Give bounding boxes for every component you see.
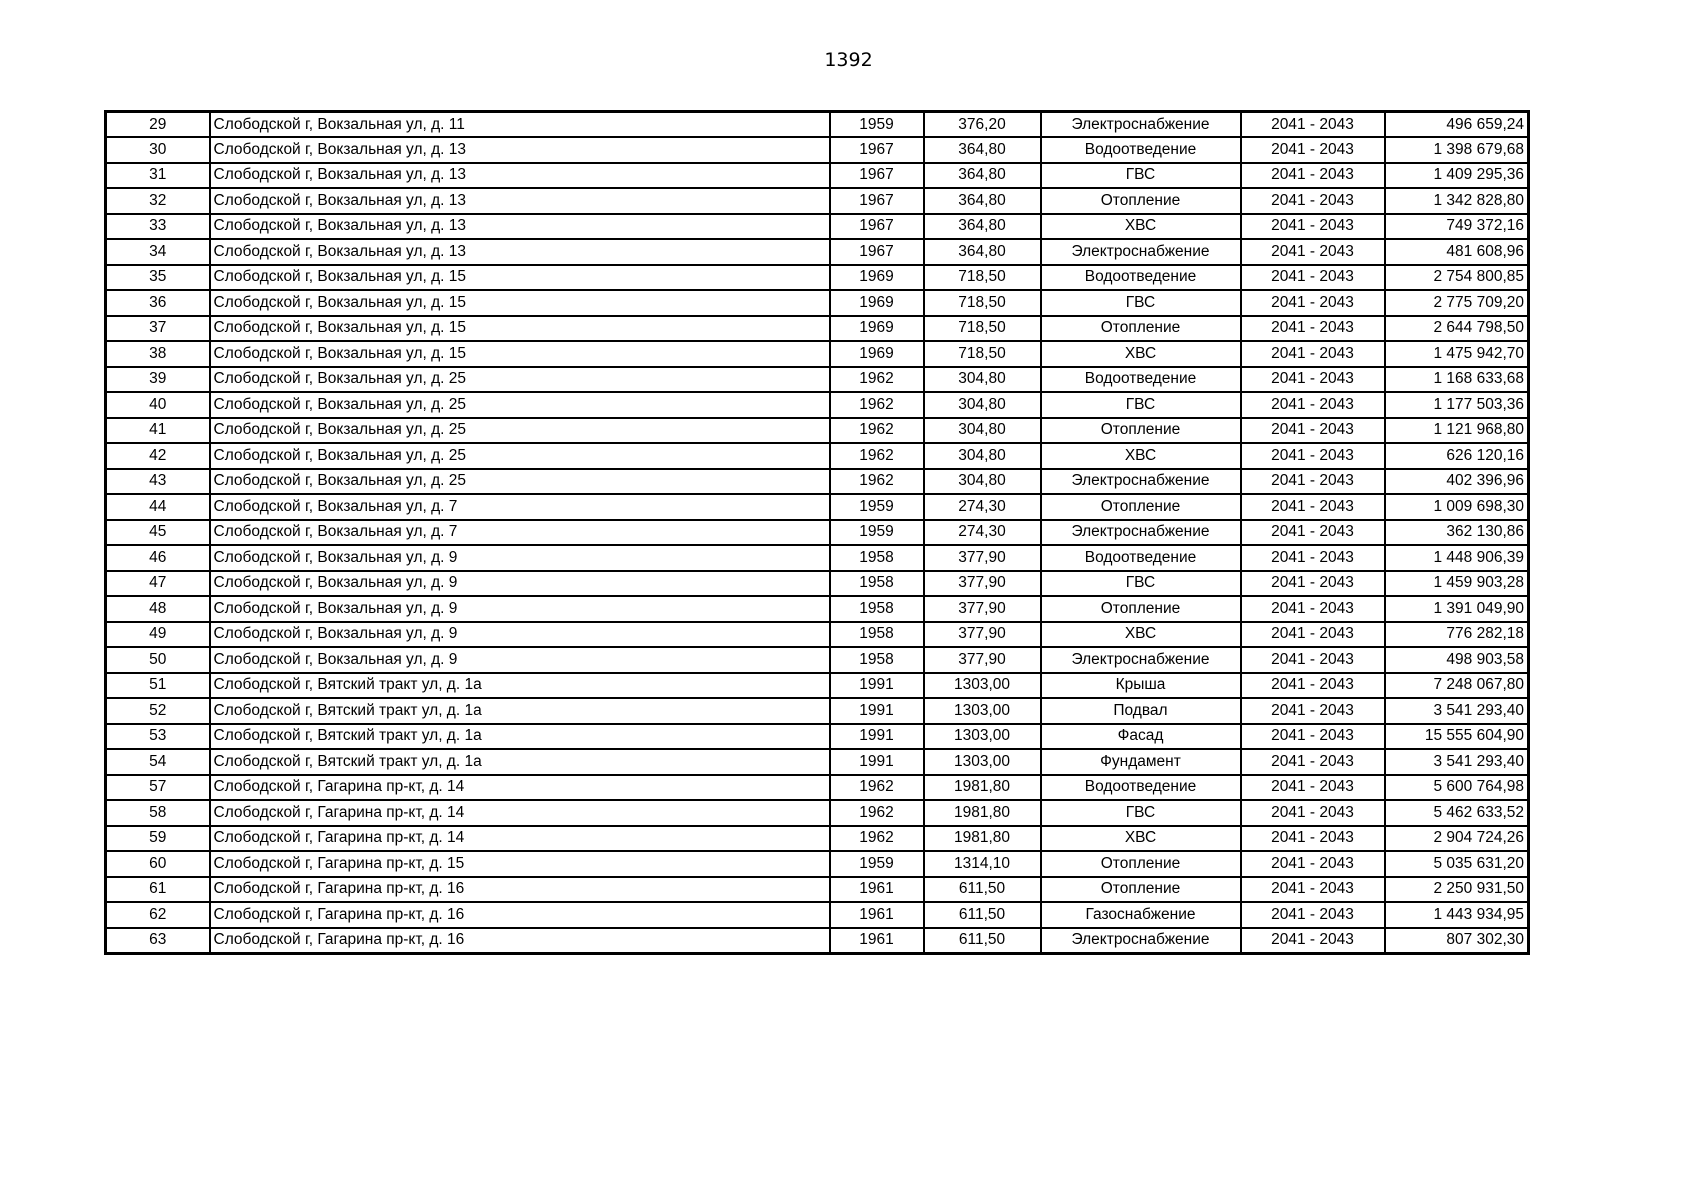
table-row (106, 214, 1529, 240)
build-year-cell: 1962 (830, 800, 924, 826)
cost-cell: 1 475 942,70 (1385, 341, 1529, 367)
work-type-cell: Электроснабжение (1041, 647, 1241, 673)
build-year-cell: 1967 (830, 188, 924, 214)
period-cell: 2041 - 2043 (1241, 520, 1385, 546)
work-type-cell: ГВС (1041, 392, 1241, 418)
area-cell: 274,30 (924, 494, 1041, 520)
row-number-cell: 57 (106, 775, 210, 801)
cost-cell: 807 302,30 (1385, 928, 1529, 954)
period-cell: 2041 - 2043 (1241, 137, 1385, 163)
table-row (106, 775, 1529, 801)
area-cell: 1981,80 (924, 800, 1041, 826)
table-row (106, 392, 1529, 418)
table-row (106, 826, 1529, 852)
work-type-cell: Водоотведение (1041, 775, 1241, 801)
build-year-cell: 1991 (830, 698, 924, 724)
area-cell: 377,90 (924, 596, 1041, 622)
period-cell: 2041 - 2043 (1241, 826, 1385, 852)
build-year-cell: 1962 (830, 469, 924, 495)
area-cell: 611,50 (924, 928, 1041, 954)
work-type-cell: Водоотведение (1041, 545, 1241, 571)
table-row (106, 316, 1529, 342)
row-number-cell: 51 (106, 673, 210, 699)
period-cell: 2041 - 2043 (1241, 596, 1385, 622)
area-cell: 376,20 (924, 112, 1041, 138)
cost-cell: 1 121 968,80 (1385, 418, 1529, 444)
cost-cell: 402 396,96 (1385, 469, 1529, 495)
period-cell: 2041 - 2043 (1241, 316, 1385, 342)
row-number-cell: 40 (106, 392, 210, 418)
build-year-cell: 1959 (830, 494, 924, 520)
period-cell: 2041 - 2043 (1241, 239, 1385, 265)
cost-cell: 1 342 828,80 (1385, 188, 1529, 214)
address-cell: Слободской г, Вокзальная ул, д. 13 (210, 188, 830, 214)
period-cell: 2041 - 2043 (1241, 214, 1385, 240)
work-type-cell: Подвал (1041, 698, 1241, 724)
work-type-cell: Водоотведение (1041, 367, 1241, 393)
table-body (106, 112, 1529, 954)
row-number-cell: 45 (106, 520, 210, 546)
work-type-cell: ХВС (1041, 341, 1241, 367)
build-year-cell: 1969 (830, 290, 924, 316)
address-cell: Слободской г, Вокзальная ул, д. 25 (210, 443, 830, 469)
row-number-cell: 33 (106, 214, 210, 240)
row-number-cell: 47 (106, 571, 210, 597)
build-year-cell: 1962 (830, 443, 924, 469)
address-cell: Слободской г, Гагарина пр-кт, д. 14 (210, 800, 830, 826)
build-year-cell: 1967 (830, 239, 924, 265)
row-number-cell: 34 (106, 239, 210, 265)
table-row (106, 596, 1529, 622)
period-cell: 2041 - 2043 (1241, 290, 1385, 316)
cost-cell: 496 659,24 (1385, 112, 1529, 138)
area-cell: 304,80 (924, 469, 1041, 495)
address-cell: Слободской г, Вокзальная ул, д. 13 (210, 214, 830, 240)
row-number-cell: 48 (106, 596, 210, 622)
period-cell: 2041 - 2043 (1241, 494, 1385, 520)
build-year-cell: 1967 (830, 214, 924, 240)
area-cell: 377,90 (924, 622, 1041, 648)
period-cell: 2041 - 2043 (1241, 775, 1385, 801)
row-number-cell: 61 (106, 877, 210, 903)
area-cell: 1981,80 (924, 826, 1041, 852)
build-year-cell: 1958 (830, 545, 924, 571)
row-number-cell: 32 (106, 188, 210, 214)
period-cell: 2041 - 2043 (1241, 418, 1385, 444)
build-year-cell: 1991 (830, 749, 924, 775)
cost-cell: 481 608,96 (1385, 239, 1529, 265)
cost-cell: 1 443 934,95 (1385, 902, 1529, 928)
address-cell: Слободской г, Гагарина пр-кт, д. 15 (210, 851, 830, 877)
address-cell: Слободской г, Вокзальная ул, д. 15 (210, 341, 830, 367)
table-row (106, 724, 1529, 750)
address-cell: Слободской г, Гагарина пр-кт, д. 14 (210, 826, 830, 852)
address-cell: Слободской г, Гагарина пр-кт, д. 16 (210, 877, 830, 903)
row-number-cell: 49 (106, 622, 210, 648)
period-cell: 2041 - 2043 (1241, 724, 1385, 750)
row-number-cell: 39 (106, 367, 210, 393)
table-row (106, 265, 1529, 291)
area-cell: 364,80 (924, 163, 1041, 189)
period-cell: 2041 - 2043 (1241, 622, 1385, 648)
row-number-cell: 59 (106, 826, 210, 852)
build-year-cell: 1958 (830, 622, 924, 648)
table-row (106, 341, 1529, 367)
cost-cell: 626 120,16 (1385, 443, 1529, 469)
period-cell: 2041 - 2043 (1241, 902, 1385, 928)
area-cell: 718,50 (924, 316, 1041, 342)
table-row (106, 749, 1529, 775)
work-type-cell: Отопление (1041, 418, 1241, 444)
period-cell: 2041 - 2043 (1241, 392, 1385, 418)
build-year-cell: 1959 (830, 520, 924, 546)
cost-cell: 5 035 631,20 (1385, 851, 1529, 877)
address-cell: Слободской г, Вокзальная ул, д. 25 (210, 392, 830, 418)
row-number-cell: 52 (106, 698, 210, 724)
address-cell: Слободской г, Вятский тракт ул, д. 1а (210, 673, 830, 699)
build-year-cell: 1967 (830, 163, 924, 189)
work-type-cell: Электроснабжение (1041, 239, 1241, 265)
period-cell: 2041 - 2043 (1241, 749, 1385, 775)
period-cell: 2041 - 2043 (1241, 647, 1385, 673)
build-year-cell: 1962 (830, 775, 924, 801)
table-row (106, 239, 1529, 265)
address-cell: Слободской г, Вятский тракт ул, д. 1а (210, 749, 830, 775)
cost-cell: 776 282,18 (1385, 622, 1529, 648)
area-cell: 364,80 (924, 188, 1041, 214)
page-number: 1392 (824, 49, 873, 71)
build-year-cell: 1969 (830, 316, 924, 342)
row-number-cell: 31 (106, 163, 210, 189)
period-cell: 2041 - 2043 (1241, 877, 1385, 903)
build-year-cell: 1959 (830, 112, 924, 138)
work-type-cell: Водоотведение (1041, 265, 1241, 291)
address-cell: Слободской г, Гагарина пр-кт, д. 14 (210, 775, 830, 801)
row-number-cell: 60 (106, 851, 210, 877)
cost-cell: 2 904 724,26 (1385, 826, 1529, 852)
area-cell: 304,80 (924, 367, 1041, 393)
row-number-cell: 36 (106, 290, 210, 316)
work-type-cell: ГВС (1041, 800, 1241, 826)
work-type-cell: Водоотведение (1041, 137, 1241, 163)
period-cell: 2041 - 2043 (1241, 163, 1385, 189)
cost-cell: 2 644 798,50 (1385, 316, 1529, 342)
work-type-cell: Газоснабжение (1041, 902, 1241, 928)
address-cell: Слободской г, Вокзальная ул, д. 7 (210, 520, 830, 546)
area-cell: 364,80 (924, 137, 1041, 163)
table-row (106, 469, 1529, 495)
build-year-cell: 1961 (830, 902, 924, 928)
build-year-cell: 1961 (830, 928, 924, 954)
cost-cell: 1 391 049,90 (1385, 596, 1529, 622)
table-row (106, 851, 1529, 877)
address-cell: Слободской г, Вокзальная ул, д. 25 (210, 418, 830, 444)
area-cell: 1303,00 (924, 724, 1041, 750)
row-number-cell: 50 (106, 647, 210, 673)
work-type-cell: ХВС (1041, 214, 1241, 240)
period-cell: 2041 - 2043 (1241, 545, 1385, 571)
cost-cell: 1 409 295,36 (1385, 163, 1529, 189)
period-cell: 2041 - 2043 (1241, 928, 1385, 954)
area-cell: 304,80 (924, 443, 1041, 469)
area-cell: 611,50 (924, 902, 1041, 928)
area-cell: 1981,80 (924, 775, 1041, 801)
row-number-cell: 53 (106, 724, 210, 750)
work-type-cell: Электроснабжение (1041, 112, 1241, 138)
area-cell: 377,90 (924, 571, 1041, 597)
work-type-cell: Электроснабжение (1041, 520, 1241, 546)
work-type-cell: ХВС (1041, 622, 1241, 648)
cost-cell: 2 754 800,85 (1385, 265, 1529, 291)
build-year-cell: 1969 (830, 265, 924, 291)
row-number-cell: 43 (106, 469, 210, 495)
build-year-cell: 1991 (830, 673, 924, 699)
address-cell: Слободской г, Вокзальная ул, д. 9 (210, 545, 830, 571)
work-type-cell: Отопление (1041, 596, 1241, 622)
cost-cell: 498 903,58 (1385, 647, 1529, 673)
table-row (106, 494, 1529, 520)
address-cell: Слободской г, Вокзальная ул, д. 9 (210, 596, 830, 622)
table-row (106, 647, 1529, 673)
cost-cell: 5 600 764,98 (1385, 775, 1529, 801)
area-cell: 274,30 (924, 520, 1041, 546)
build-year-cell: 1991 (830, 724, 924, 750)
address-cell: Слободской г, Вятский тракт ул, д. 1а (210, 698, 830, 724)
table-row (106, 877, 1529, 903)
row-number-cell: 29 (106, 112, 210, 138)
cost-cell: 2 250 931,50 (1385, 877, 1529, 903)
build-year-cell: 1958 (830, 647, 924, 673)
row-number-cell: 58 (106, 800, 210, 826)
area-cell: 1303,00 (924, 673, 1041, 699)
work-type-cell: ХВС (1041, 443, 1241, 469)
row-number-cell: 44 (106, 494, 210, 520)
cost-cell: 2 775 709,20 (1385, 290, 1529, 316)
period-cell: 2041 - 2043 (1241, 188, 1385, 214)
area-cell: 304,80 (924, 418, 1041, 444)
address-cell: Слободской г, Вокзальная ул, д. 25 (210, 469, 830, 495)
cost-cell: 749 372,16 (1385, 214, 1529, 240)
row-number-cell: 37 (106, 316, 210, 342)
area-cell: 1303,00 (924, 698, 1041, 724)
table-row (106, 571, 1529, 597)
address-cell: Слободской г, Вокзальная ул, д. 9 (210, 571, 830, 597)
build-year-cell: 1959 (830, 851, 924, 877)
table-row (106, 367, 1529, 393)
table-row (106, 137, 1529, 163)
address-cell: Слободской г, Гагарина пр-кт, д. 16 (210, 902, 830, 928)
work-type-cell: ГВС (1041, 290, 1241, 316)
table-row (106, 163, 1529, 189)
table-row (106, 622, 1529, 648)
area-cell: 1314,10 (924, 851, 1041, 877)
table-row (106, 800, 1529, 826)
address-cell: Слободской г, Вокзальная ул, д. 25 (210, 367, 830, 393)
cost-cell: 1 009 698,30 (1385, 494, 1529, 520)
work-type-cell: ХВС (1041, 826, 1241, 852)
period-cell: 2041 - 2043 (1241, 341, 1385, 367)
address-cell: Слободской г, Вокзальная ул, д. 13 (210, 163, 830, 189)
build-year-cell: 1958 (830, 596, 924, 622)
cost-cell: 3 541 293,40 (1385, 698, 1529, 724)
address-cell: Слободской г, Вокзальная ул, д. 13 (210, 137, 830, 163)
address-cell: Слободской г, Вокзальная ул, д. 11 (210, 112, 830, 138)
address-cell: Слободской г, Вокзальная ул, д. 15 (210, 290, 830, 316)
table-row (106, 673, 1529, 699)
period-cell: 2041 - 2043 (1241, 112, 1385, 138)
build-year-cell: 1958 (830, 571, 924, 597)
area-cell: 611,50 (924, 877, 1041, 903)
table-row (106, 545, 1529, 571)
build-year-cell: 1962 (830, 392, 924, 418)
row-number-cell: 42 (106, 443, 210, 469)
work-type-cell: Отопление (1041, 494, 1241, 520)
work-type-cell: Фасад (1041, 724, 1241, 750)
build-year-cell: 1961 (830, 877, 924, 903)
table-row (106, 520, 1529, 546)
table-row (106, 443, 1529, 469)
cost-cell: 7 248 067,80 (1385, 673, 1529, 699)
address-cell: Слободской г, Вокзальная ул, д. 15 (210, 265, 830, 291)
row-number-cell: 46 (106, 545, 210, 571)
period-cell: 2041 - 2043 (1241, 469, 1385, 495)
table-row (106, 188, 1529, 214)
address-cell: Слободской г, Вятский тракт ул, д. 1а (210, 724, 830, 750)
table-row (106, 698, 1529, 724)
work-type-cell: Отопление (1041, 316, 1241, 342)
address-cell: Слободской г, Вокзальная ул, д. 9 (210, 647, 830, 673)
row-number-cell: 38 (106, 341, 210, 367)
cost-cell: 3 541 293,40 (1385, 749, 1529, 775)
table-row (106, 902, 1529, 928)
build-year-cell: 1962 (830, 826, 924, 852)
work-type-cell: Электроснабжение (1041, 928, 1241, 954)
work-type-cell: Отопление (1041, 188, 1241, 214)
cost-cell: 1 459 903,28 (1385, 571, 1529, 597)
cost-cell: 1 177 503,36 (1385, 392, 1529, 418)
row-number-cell: 63 (106, 928, 210, 954)
address-cell: Слободской г, Гагарина пр-кт, д. 16 (210, 928, 830, 954)
area-cell: 718,50 (924, 265, 1041, 291)
work-type-cell: Фундамент (1041, 749, 1241, 775)
area-cell: 1303,00 (924, 749, 1041, 775)
work-type-cell: Электроснабжение (1041, 469, 1241, 495)
period-cell: 2041 - 2043 (1241, 673, 1385, 699)
build-year-cell: 1969 (830, 341, 924, 367)
cost-cell: 1 398 679,68 (1385, 137, 1529, 163)
area-cell: 364,80 (924, 239, 1041, 265)
row-number-cell: 35 (106, 265, 210, 291)
row-number-cell: 30 (106, 137, 210, 163)
address-cell: Слободской г, Вокзальная ул, д. 9 (210, 622, 830, 648)
period-cell: 2041 - 2043 (1241, 443, 1385, 469)
cost-cell: 1 168 633,68 (1385, 367, 1529, 393)
row-number-cell: 62 (106, 902, 210, 928)
row-number-cell: 41 (106, 418, 210, 444)
repair-schedule-table (104, 110, 1530, 955)
area-cell: 377,90 (924, 647, 1041, 673)
cost-cell: 1 448 906,39 (1385, 545, 1529, 571)
cost-cell: 5 462 633,52 (1385, 800, 1529, 826)
build-year-cell: 1962 (830, 367, 924, 393)
table-row (106, 290, 1529, 316)
area-cell: 304,80 (924, 392, 1041, 418)
work-type-cell: Отопление (1041, 851, 1241, 877)
table-row (106, 418, 1529, 444)
address-cell: Слободской г, Вокзальная ул, д. 15 (210, 316, 830, 342)
period-cell: 2041 - 2043 (1241, 265, 1385, 291)
cost-cell: 15 555 604,90 (1385, 724, 1529, 750)
period-cell: 2041 - 2043 (1241, 698, 1385, 724)
period-cell: 2041 - 2043 (1241, 851, 1385, 877)
area-cell: 718,50 (924, 341, 1041, 367)
build-year-cell: 1967 (830, 137, 924, 163)
build-year-cell: 1962 (830, 418, 924, 444)
address-cell: Слободской г, Вокзальная ул, д. 13 (210, 239, 830, 265)
period-cell: 2041 - 2043 (1241, 367, 1385, 393)
work-type-cell: ГВС (1041, 571, 1241, 597)
work-type-cell: ГВС (1041, 163, 1241, 189)
area-cell: 377,90 (924, 545, 1041, 571)
work-type-cell: Крыша (1041, 673, 1241, 699)
period-cell: 2041 - 2043 (1241, 800, 1385, 826)
address-cell: Слободской г, Вокзальная ул, д. 7 (210, 494, 830, 520)
table-row (106, 112, 1529, 138)
work-type-cell: Отопление (1041, 877, 1241, 903)
row-number-cell: 54 (106, 749, 210, 775)
area-cell: 718,50 (924, 290, 1041, 316)
area-cell: 364,80 (924, 214, 1041, 240)
table-row (106, 928, 1529, 954)
period-cell: 2041 - 2043 (1241, 571, 1385, 597)
cost-cell: 362 130,86 (1385, 520, 1529, 546)
